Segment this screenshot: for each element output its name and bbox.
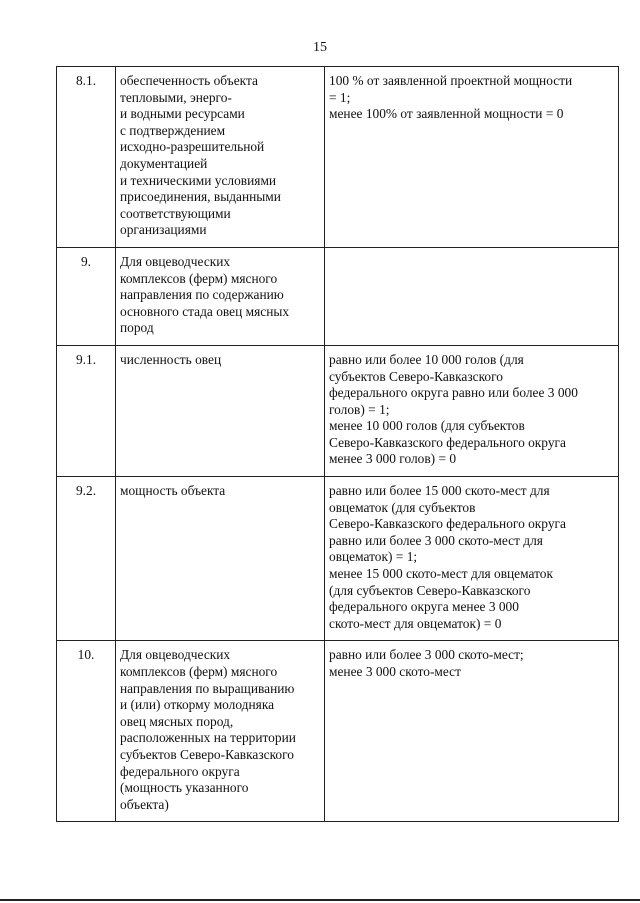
criterion-name-line: и техническими условиями (120, 172, 277, 188)
criteria-table-body (57, 67, 619, 822)
criterion-value-cell (325, 477, 619, 641)
criterion-value-line: равно или более 3 000 ското-мест для (329, 532, 543, 548)
criterion-value-line: менее 15 000 ското-мест для овцематок (329, 566, 553, 582)
row-number: 10. (57, 641, 116, 822)
criterion-name-line: с подтверждением (120, 122, 226, 138)
criterion-value-line: Северо-Кавказского федерального округа (329, 434, 566, 450)
table-row (57, 345, 619, 476)
criteria-table (56, 66, 619, 822)
criterion-value-line: равно или более 15 000 ското-мест для (329, 483, 550, 499)
row-number: 9.2. (57, 477, 116, 641)
row-number: 9. (57, 247, 116, 345)
criterion-name-line: пород (120, 320, 154, 336)
page-number: 15 (313, 40, 327, 55)
criterion-name-line: организациями (120, 222, 207, 238)
criterion-value-line: Северо-Кавказского федерального округа (329, 516, 566, 532)
criterion-name-line: численность овец (120, 351, 222, 367)
criterion-value-line: менее 3 000 голов) = 0 (329, 451, 457, 467)
criterion-value-line: федерального округа равно или более 3 000 (329, 385, 578, 401)
table-row (57, 247, 619, 345)
criterion-name-line: комплексов (ферм) мясного (120, 664, 278, 679)
criterion-value-line: равно или более 3 000 ското-мест; (329, 647, 524, 663)
criterion-name-line: комплексов (ферм) мясного (120, 270, 278, 286)
criterion-name-cell (116, 477, 325, 641)
criterion-value-line: федерального округа менее 3 000 (329, 599, 519, 615)
criterion-name-line: расположенных на территории (120, 730, 296, 746)
criterion-name-line: направления по содержанию (120, 287, 284, 303)
criterion-name-line: овец мясных пород, (120, 713, 234, 729)
criterion-name-line: объекта) (120, 796, 169, 812)
criterion-value-line: 100 % от заявленной проектной мощности (329, 73, 573, 88)
row-number: 9.1. (57, 345, 116, 476)
criterion-name-line: направления по выращиванию (120, 680, 295, 696)
criterion-name-cell (116, 67, 325, 248)
criterion-name-line: присоединения, выданными (120, 189, 281, 205)
criterion-value-cell (325, 641, 619, 822)
criterion-name-line: мощность объекта (120, 483, 226, 499)
criterion-value-cell (325, 247, 619, 345)
criterion-value-line: (для субъектов Северо-Кавказского (329, 582, 531, 598)
table-row (57, 641, 619, 822)
criterion-name-cell (116, 641, 325, 822)
criterion-value-line: менее 100% от заявленной мощности = 0 (329, 106, 564, 122)
criterion-name-line: и водными ресурсами (120, 106, 245, 122)
criterion-name-line: Для овцеводческих (120, 647, 231, 663)
criterion-value-line: менее 10 000 голов (для субъектов (329, 418, 525, 434)
page-bottom-rule (0, 899, 640, 901)
criterion-name-line: тепловыми, энерго- (120, 89, 232, 105)
criterion-value-line: голов) = 1; (329, 401, 390, 417)
criterion-value-line: овцематок) = 1; (329, 549, 418, 565)
criterion-name-line: основного стада овец мясных (120, 303, 290, 319)
criterion-name-line: обеспеченность объекта (120, 73, 258, 88)
criterion-name-cell (116, 345, 325, 476)
criterion-value-line: ското-мест для овцематок) = 0 (329, 615, 502, 631)
criterion-name-line: (мощность указанного (120, 780, 249, 796)
criterion-name-line: и (или) откорму молодняка (120, 697, 275, 713)
criterion-value-line: субъектов Северо-Кавказского (329, 368, 503, 384)
criterion-name-line: документацией (120, 155, 208, 171)
criterion-value-line: = 1; (329, 89, 351, 105)
criterion-name-line: соответствующими (120, 205, 231, 221)
criterion-name-line: федерального округа (120, 763, 240, 779)
table-row (57, 477, 619, 641)
criterion-value-cell (325, 345, 619, 476)
criterion-value-cell (325, 67, 619, 248)
criterion-name-line: Для овцеводческих (120, 253, 231, 269)
table-row (57, 67, 619, 248)
criterion-name-line: исходно-разрешительной (120, 139, 265, 155)
criterion-value-line: овцематок (для субъектов (329, 499, 476, 515)
criterion-name-cell (116, 247, 325, 345)
criterion-value-line: менее 3 000 ското-мест (329, 664, 461, 679)
criterion-value-line: равно или более 10 000 голов (для (329, 351, 524, 367)
row-number: 8.1. (57, 67, 116, 248)
criterion-name-line: субъектов Северо-Кавказского (120, 746, 294, 762)
